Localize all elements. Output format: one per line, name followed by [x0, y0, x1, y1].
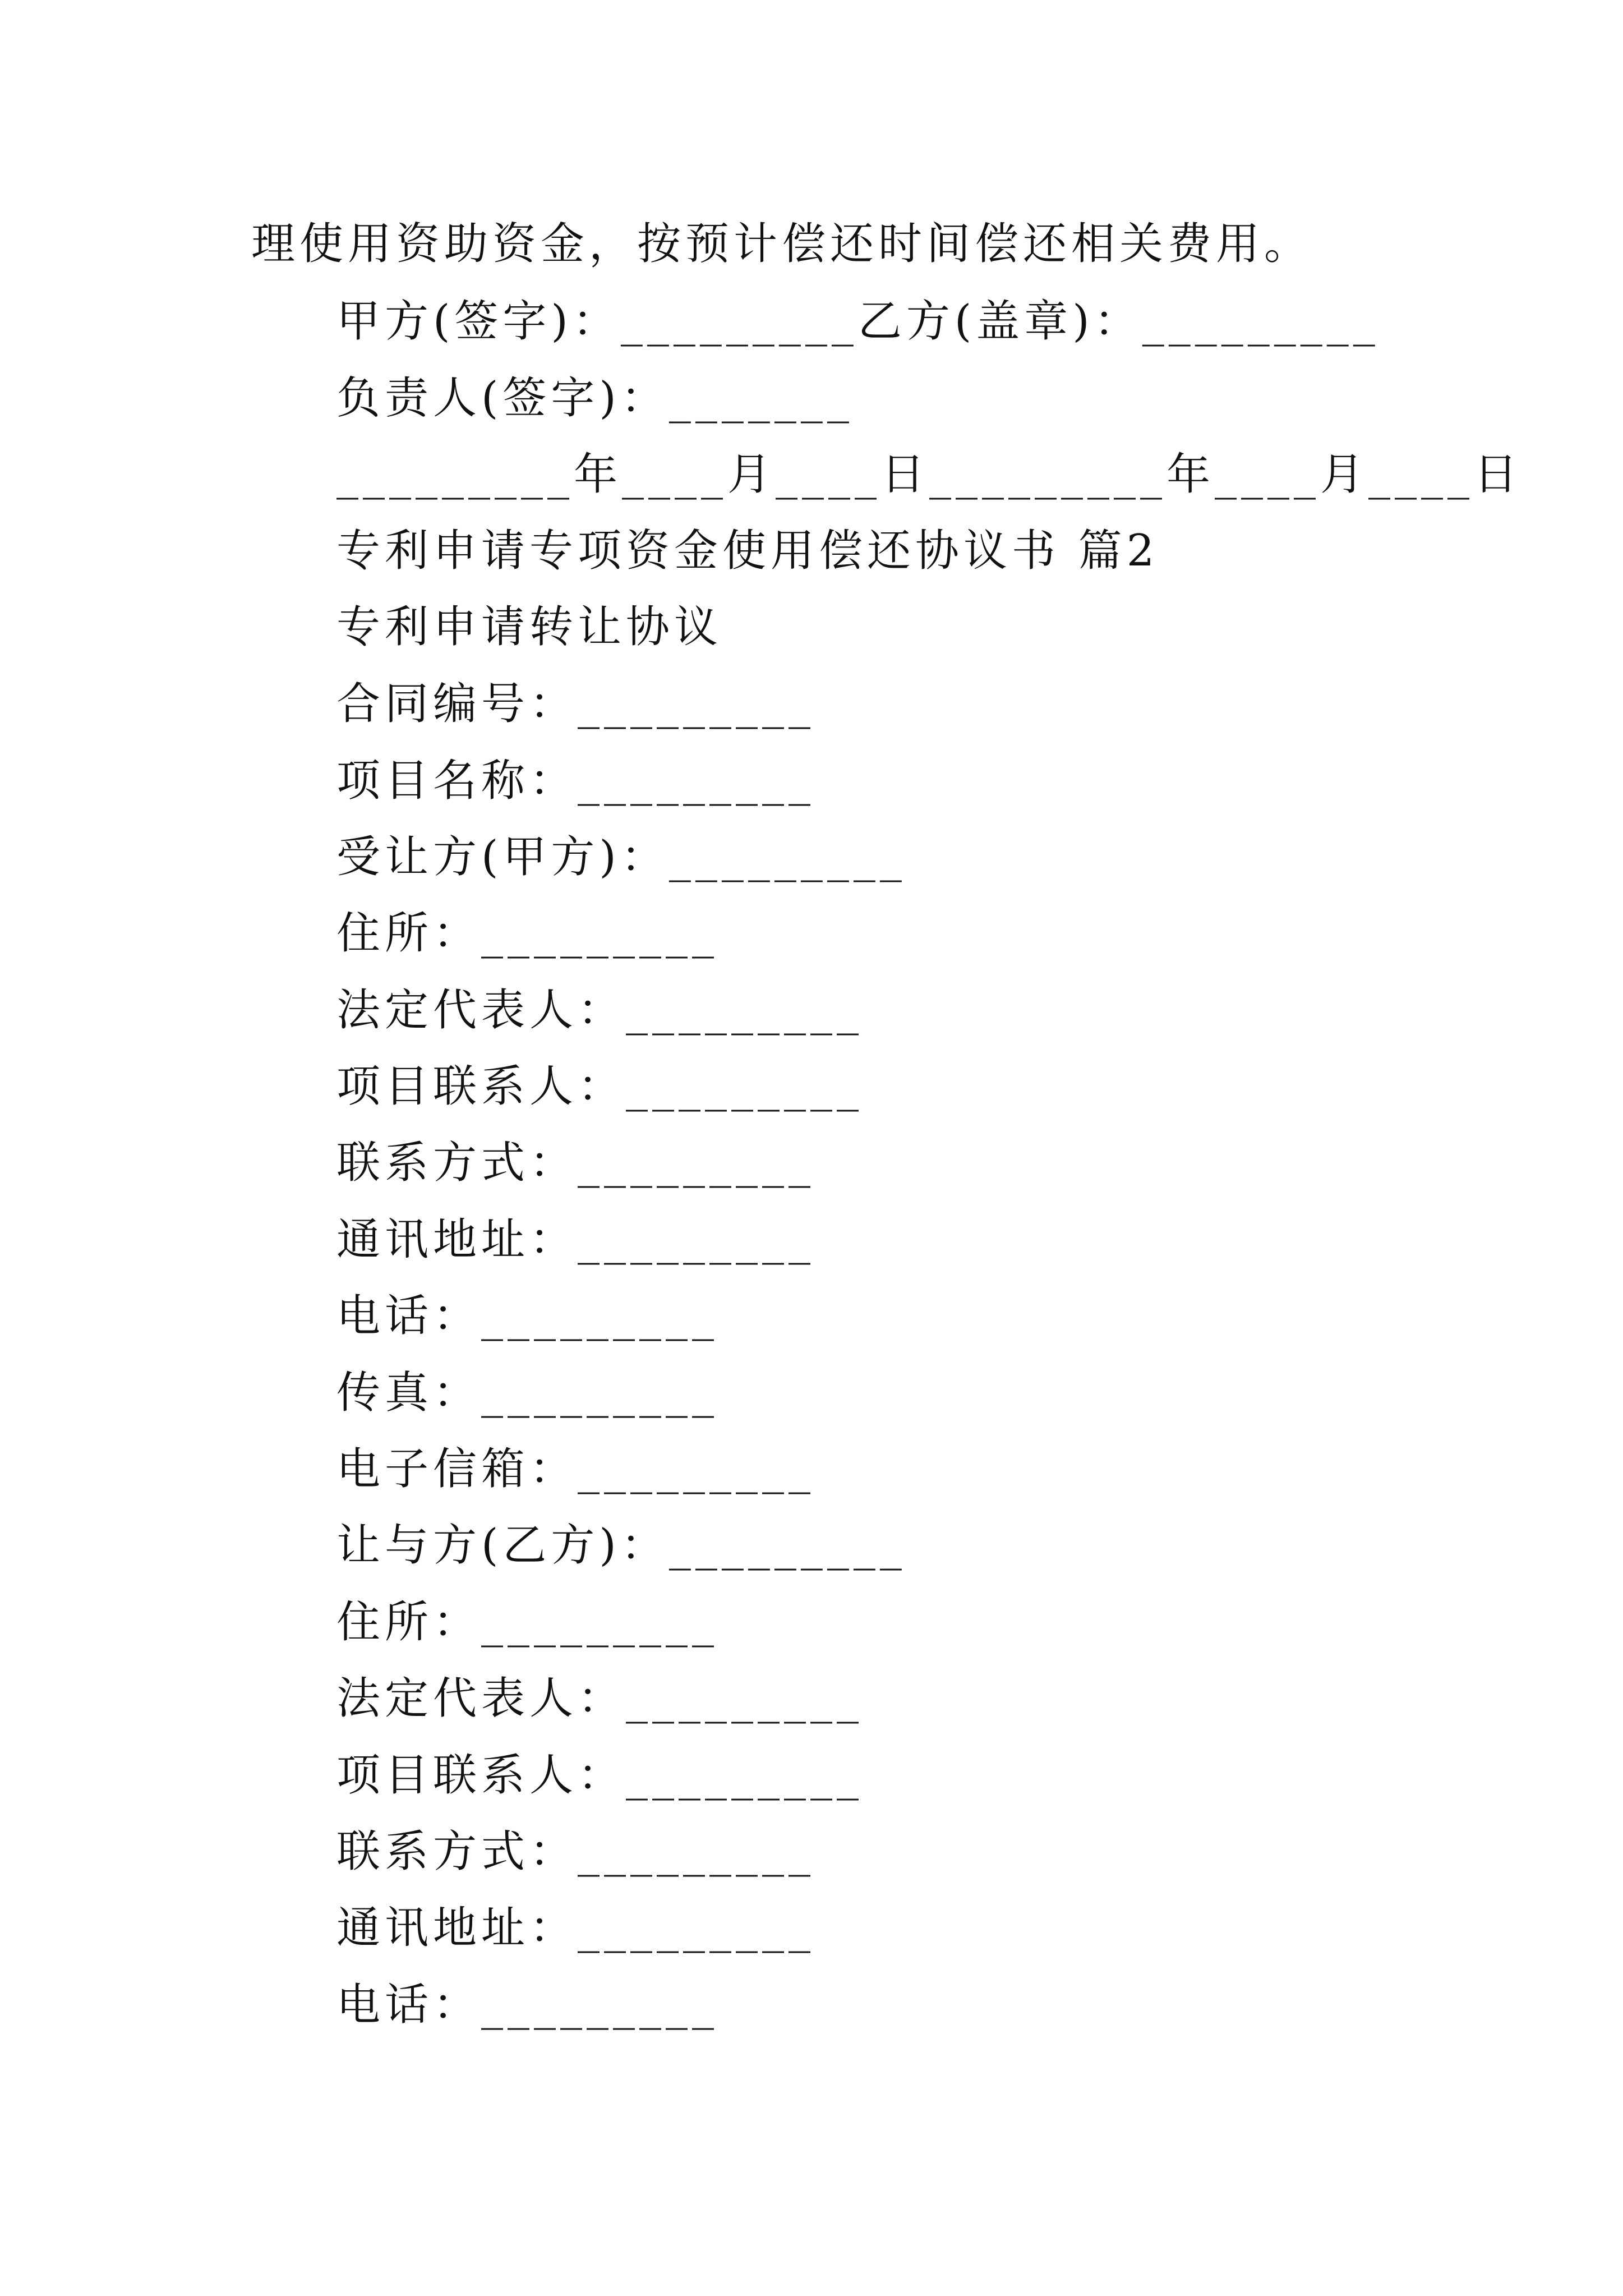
- signature-line-responsible: 负责人(签字)：_______: [336, 373, 854, 424]
- field-assignee-email: 电子信箱：_________: [336, 1444, 815, 1494]
- paragraph-continuation: 理使用资助资金，按预计偿还时间偿还相关费用。: [251, 219, 1313, 269]
- field-project-name: 项目名称：_________: [336, 756, 815, 806]
- field-assignee-contact-method: 联系方式：_________: [336, 1138, 815, 1188]
- field-assignor-address: 住所：_________: [336, 1597, 719, 1648]
- field-assignor: 让与方(乙方)：_________: [336, 1520, 906, 1571]
- field-assignee-mailing-address: 通讯地址：_________: [336, 1214, 815, 1265]
- section-heading: 专利申请专项资金使用偿还协议书 篇2: [336, 526, 1159, 576]
- field-assignee-legal-rep: 法定代表人：_________: [336, 985, 864, 1036]
- field-assignee-address: 住所：_________: [336, 908, 719, 959]
- field-contract-number: 合同编号：_________: [336, 679, 815, 729]
- field-assignor-mailing-address: 通讯地址：_________: [336, 1903, 815, 1953]
- field-assignor-project-contact: 项目联系人：_________: [336, 1750, 864, 1801]
- field-assignee-fax: 传真：_________: [336, 1368, 719, 1418]
- field-assignee: 受让方(甲方)：_________: [336, 832, 906, 882]
- field-assignor-contact-method: 联系方式：_________: [336, 1826, 815, 1877]
- field-assignor-phone: 电话：_________: [336, 1980, 719, 2030]
- agreement-title: 专利申请转让协议: [336, 602, 723, 652]
- signature-line-parties: 甲方(签字)：_________乙方(盖章)：_________: [336, 296, 1380, 347]
- date-line: _________年____月____日_________年____月____日: [336, 449, 1523, 500]
- field-assignor-legal-rep: 法定代表人：_________: [336, 1673, 864, 1724]
- field-assignee-phone: 电话：_________: [336, 1291, 719, 1341]
- field-assignee-project-contact: 项目联系人：_________: [336, 1061, 864, 1112]
